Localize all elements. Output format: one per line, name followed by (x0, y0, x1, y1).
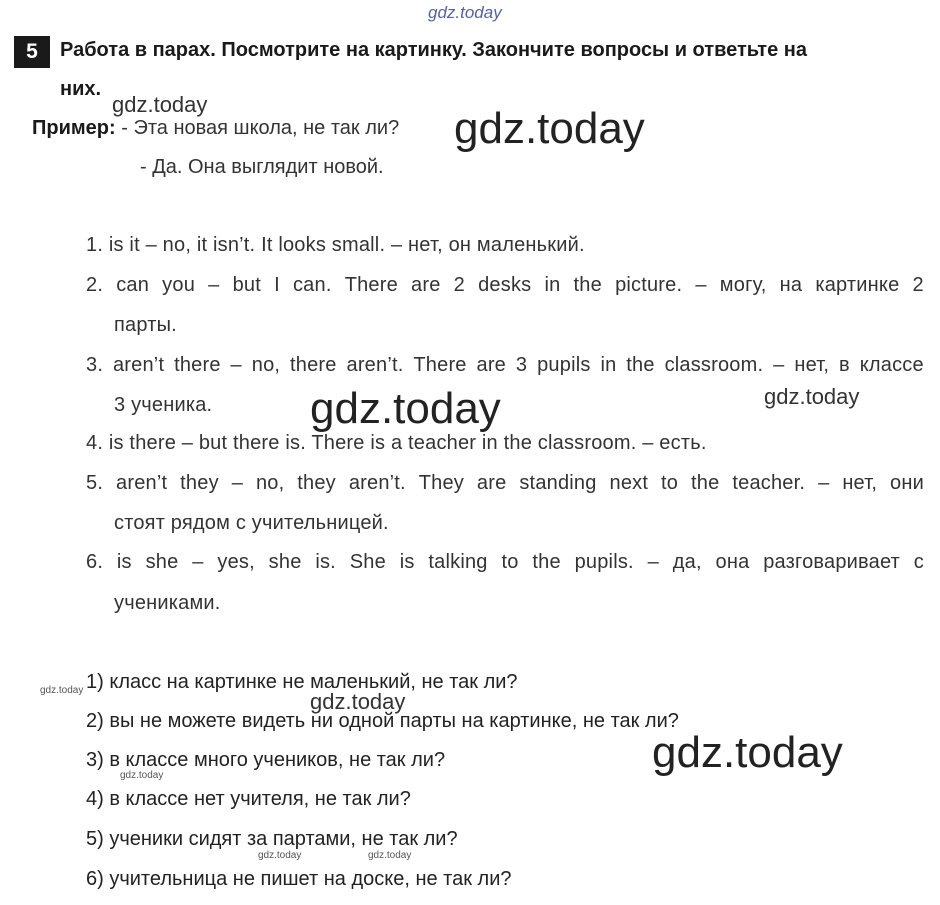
word: они (890, 472, 924, 494)
question-6: 6) учительница не пишет на доске, не так ли? (86, 868, 512, 890)
word: – (230, 354, 242, 376)
word: they (297, 472, 336, 494)
word: there (290, 354, 337, 376)
answer-4: 4. is there – but there is. There is a teacher in the classroom. – есть. (86, 432, 707, 454)
word: next (609, 472, 649, 494)
question-1: 1) класс на картинке не маленький, не так ли? (86, 671, 518, 693)
word: teacher. (732, 472, 806, 494)
word: могу, (719, 274, 767, 296)
answer-5-line1 (86, 472, 924, 495)
watermark: gdz.today (258, 850, 302, 861)
word: aren’t (116, 472, 168, 494)
watermark: gdz.today (310, 384, 501, 433)
word: She (349, 551, 386, 573)
word: are (476, 354, 507, 376)
task-title-line1: Работа в парах. Посмотрите на картинку. Закончите вопросы и ответьте на (60, 39, 807, 61)
word: no, (251, 354, 281, 376)
task-number-badge: 5 (14, 36, 50, 68)
word: the (532, 551, 561, 573)
word: is (116, 551, 132, 573)
word: – (231, 472, 244, 494)
word: aren’t. (348, 472, 406, 494)
word: 2 (453, 274, 465, 296)
word: they (180, 472, 219, 494)
question-5: 5) ученики сидят за партами, не так ли? (86, 828, 458, 850)
word: in (544, 274, 561, 296)
word: standing (519, 472, 597, 494)
word: are (411, 274, 441, 296)
word: no, (255, 472, 285, 494)
watermark: gdz.today (112, 92, 208, 117)
word: pupils. (574, 551, 634, 573)
word: она (715, 551, 750, 573)
watermark-top: gdz.today (428, 3, 502, 22)
word: – (208, 274, 220, 296)
word: aren’t. (346, 354, 404, 376)
word: 5. (86, 472, 104, 494)
word: – (192, 551, 204, 573)
word: – (773, 354, 785, 376)
answer-5-line2: стоят рядом с учительницей. (114, 512, 389, 534)
example-label: Пример: (32, 117, 116, 139)
answer-1: 1. is it – no, it isn’t. It looks small. – нет, он маленький. (86, 234, 585, 256)
word: 2. (86, 274, 104, 296)
word: she (145, 551, 179, 573)
word: you (162, 274, 196, 296)
answer-3-line2: 3 ученика. (114, 394, 213, 416)
word: is. (315, 551, 336, 573)
example-answer: - Да. Она выглядит новой. (140, 156, 384, 178)
word: she (268, 551, 302, 573)
word: is (399, 551, 415, 573)
word: the (626, 354, 655, 376)
example-question-line (32, 117, 399, 140)
word: pupils (537, 354, 591, 376)
word: 3 (515, 354, 528, 376)
word: да, (672, 551, 702, 573)
word: – (647, 551, 659, 573)
word: the (691, 472, 720, 494)
word: в (839, 354, 850, 376)
answer-3-line1 (86, 354, 924, 377)
watermark: gdz.today (40, 685, 84, 696)
word: 6. (86, 551, 104, 573)
question-2: 2) вы не можете видеть ни одной парты на картинке, не так ли? (86, 710, 679, 732)
answer-6-line1 (86, 551, 924, 574)
word: на (779, 274, 803, 296)
answer-2-line1 (86, 274, 924, 297)
word: aren’t (112, 354, 165, 376)
watermark: gdz.today (652, 728, 843, 777)
word: in (600, 354, 617, 376)
word: – (695, 274, 707, 296)
word: They (418, 472, 464, 494)
word: картинке (815, 274, 900, 296)
task-title-line2: них. (60, 78, 102, 100)
example-question: - Эта новая школа, не так ли? (115, 117, 400, 139)
word: – (818, 472, 830, 494)
word: can. (292, 274, 332, 296)
word: I (274, 274, 280, 296)
word: с (913, 551, 924, 573)
answer-2-line2: парты. (114, 314, 177, 336)
word: There (344, 274, 398, 296)
word: to (501, 551, 519, 573)
question-3: 3) в классе много учеников, не так ли? (86, 749, 446, 771)
watermark: gdz.today (368, 850, 412, 861)
word: to (661, 472, 679, 494)
word: There (413, 354, 467, 376)
word: there (174, 354, 221, 376)
word: classroom. (664, 354, 764, 376)
word: 2 (912, 274, 924, 296)
word: нет, (794, 354, 830, 376)
word: the (573, 274, 602, 296)
word: 3. (86, 354, 104, 376)
watermark: gdz.today (120, 770, 164, 781)
word: but (232, 274, 261, 296)
word: разговаривает (763, 551, 900, 573)
answer-6-line2: учениками. (114, 592, 221, 614)
watermark: gdz.today (454, 104, 645, 153)
word: классе (859, 354, 924, 376)
question-4: 4) в классе нет учителя, не так ли? (86, 788, 411, 810)
word: talking (428, 551, 488, 573)
word: desks (478, 274, 532, 296)
word: picture. (615, 274, 683, 296)
word: нет, (842, 472, 878, 494)
watermark: gdz.today (764, 384, 860, 409)
word: yes, (217, 551, 255, 573)
word: are (476, 472, 507, 494)
word: can (116, 274, 150, 296)
watermark: gdz.today (310, 689, 406, 714)
